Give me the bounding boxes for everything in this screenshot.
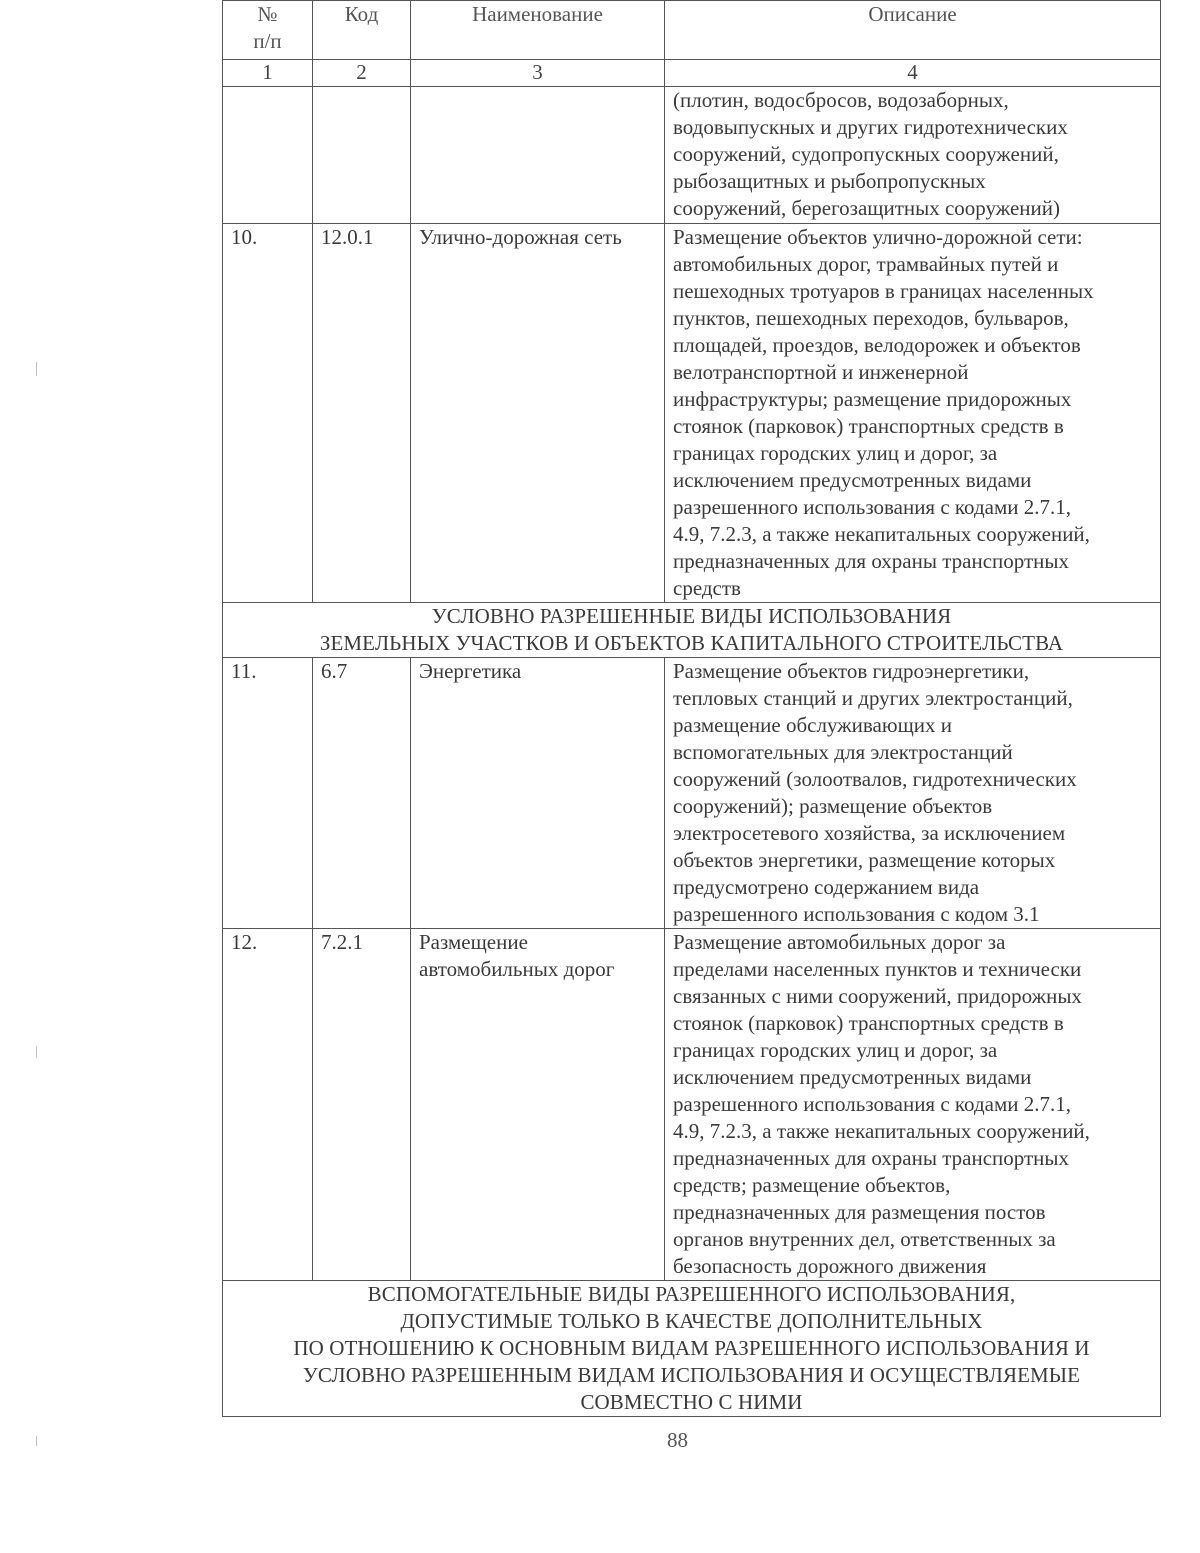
table-row-10 xyxy=(223,224,1161,603)
table-row-continuation xyxy=(223,87,1161,224)
description-line: исключением предусмотренных видами xyxy=(673,1065,1032,1089)
description-line: разрешенного использования с кодами 2.7.1, xyxy=(673,1092,1071,1116)
description-line: пределами населенных пунктов и технически xyxy=(673,957,1082,981)
row-number-cell: 10. xyxy=(223,224,313,603)
row-number-cell: 11. xyxy=(223,658,313,929)
description-line: органов внутренних дел, ответственных за xyxy=(673,1227,1056,1251)
description-line: границах городских улиц и дорог, за xyxy=(673,441,998,465)
section-heading-conditional xyxy=(223,603,1161,658)
header-number-line: п/п xyxy=(253,29,282,53)
scan-speck xyxy=(36,362,37,376)
description-line: автомобильных дорог, трамвайных путей и xyxy=(673,252,1059,276)
description-line: сооружений); размещение объектов xyxy=(673,794,993,818)
column-number: 3 xyxy=(411,60,665,87)
row-name-cell: Энергетика xyxy=(411,658,665,929)
description-line: стоянок (парковок) транспортных средств в xyxy=(673,1011,1064,1035)
table-row-12 xyxy=(223,929,1161,1281)
section-heading-line: ДОПУСТИМЫЕ ТОЛЬКО В КАЧЕСТВЕ ДОПОЛНИТЕЛЬНЫХ xyxy=(400,1309,983,1333)
description-line: размещение обслуживающих и xyxy=(673,713,952,737)
description-line: вспомогательных для электростанций xyxy=(673,740,1013,764)
row-number-cell xyxy=(223,87,313,224)
header-code: Код xyxy=(313,1,411,60)
section-heading-row xyxy=(223,603,1161,658)
name-line: автомобильных дорог xyxy=(419,957,615,981)
page-number: 88 xyxy=(667,1428,688,1452)
scan-speck xyxy=(36,1436,37,1446)
land-use-table xyxy=(222,0,1161,1417)
row-description-cell xyxy=(665,658,1161,929)
row-name-cell xyxy=(411,929,665,1281)
description-line: электросетевого хозяйства, за исключением xyxy=(673,821,1066,845)
description-line: средств xyxy=(673,576,741,600)
description-line: безопасность дорожного движения xyxy=(673,1254,987,1278)
name-line: Размещение xyxy=(419,930,528,954)
description-line: 4.9, 7.2.3, а также некапитальных сооружений, xyxy=(673,1119,1090,1143)
scan-speck xyxy=(36,1046,37,1058)
section-heading-auxiliary xyxy=(223,1281,1161,1417)
description-line: рыбозащитных и рыбопропускных xyxy=(673,169,986,193)
section-heading-line: ВСПОМОГАТЕЛЬНЫЕ ВИДЫ РАЗРЕШЕННОГО ИСПОЛЬЗОВАНИЯ, xyxy=(367,1282,1016,1306)
row-code-cell xyxy=(313,87,411,224)
description-line: разрешенного использования с кодом 3.1 xyxy=(673,902,1040,926)
description-line: сооружений (золоотвалов, гидротехнических xyxy=(673,767,1077,791)
description-line: предназначенных для размещения постов xyxy=(673,1200,1046,1224)
description-line: исключением предусмотренных видами xyxy=(673,468,1032,492)
row-code-cell: 7.2.1 xyxy=(313,929,411,1281)
description-line: инфраструктуры; размещение придорожных xyxy=(673,387,1072,411)
table-header-row xyxy=(223,1,1161,60)
description-line: предусмотрено содержанием вида xyxy=(673,875,980,899)
row-code-cell: 6.7 xyxy=(313,658,411,929)
description-line: 4.9, 7.2.3, а также некапитальных сооружений, xyxy=(673,522,1090,546)
section-heading-row xyxy=(223,1281,1161,1417)
section-heading-line: УСЛОВНО РАЗРЕШЕННЫМ ВИДАМ ИСПОЛЬЗОВАНИЯ И ОСУЩЕСТВЛЯЕМЫЕ xyxy=(302,1363,1081,1387)
row-code-cell: 12.0.1 xyxy=(313,224,411,603)
description-line: Размещение объектов улично-дорожной сети: xyxy=(673,225,1083,249)
description-line: Размещение объектов гидроэнергетики, xyxy=(673,659,1030,683)
description-line: средств; размещение объектов, xyxy=(673,1173,951,1197)
description-line: велотранспортной и инженерной xyxy=(673,360,969,384)
section-heading-line: СОВМЕСТНО С НИМИ xyxy=(580,1390,803,1414)
description-line: связанных с ними сооружений, придорожных xyxy=(673,984,1082,1008)
header-name: Наименование xyxy=(411,1,665,60)
row-description-cell xyxy=(665,224,1161,603)
row-description-cell xyxy=(665,929,1161,1281)
description-line: объектов энергетики, размещение которых xyxy=(673,848,1056,872)
section-heading-line: УСЛОВНО РАЗРЕШЕННЫЕ ВИДЫ ИСПОЛЬЗОВАНИЯ xyxy=(431,604,952,628)
row-description-cell xyxy=(665,87,1161,224)
row-name-cell: Улично-дорожная сеть xyxy=(411,224,665,603)
row-number-cell: 12. xyxy=(223,929,313,1281)
description-line: границах городских улиц и дорог, за xyxy=(673,1038,998,1062)
column-number-row xyxy=(223,60,1161,87)
description-line: площадей, проездов, велодорожек и объектов xyxy=(673,333,1081,357)
header-description: Описание xyxy=(665,1,1161,60)
column-number: 2 xyxy=(313,60,411,87)
description-line: Размещение автомобильных дорог за xyxy=(673,930,1006,954)
section-heading-line: ПО ОТНОШЕНИЮ К ОСНОВНЫМ ВИДАМ РАЗРЕШЕННОГО ИСПОЛЬЗОВАНИЯ И xyxy=(293,1336,1090,1360)
description-line: стоянок (парковок) транспортных средств в xyxy=(673,414,1064,438)
header-number-line: № xyxy=(257,2,278,26)
header-number xyxy=(223,1,313,60)
description-line: сооружений, берегозащитных сооружений) xyxy=(673,196,1061,220)
column-number: 4 xyxy=(665,60,1161,87)
description-line: тепловых станций и других электростанций, xyxy=(673,686,1073,710)
description-line: сооружений, судопропускных сооружений, xyxy=(673,142,1059,166)
description-line: пунктов, пешеходных переходов, бульваров, xyxy=(673,306,1069,330)
table-row-11 xyxy=(223,658,1161,929)
description-line: предназначенных для охраны транспортных xyxy=(673,549,1070,573)
column-number: 1 xyxy=(223,60,313,87)
description-line: водовыпускных и других гидротехнических xyxy=(673,115,1068,139)
section-heading-line: ЗЕМЕЛЬНЫХ УЧАСТКОВ И ОБЪЕКТОВ КАПИТАЛЬНОГО СТРОИТЕЛЬСТВА xyxy=(319,631,1064,655)
description-line: разрешенного использования с кодами 2.7.1, xyxy=(673,495,1071,519)
description-line: пешеходных тротуаров в границах населенных xyxy=(673,279,1094,303)
description-line: (плотин, водосбросов, водозаборных, xyxy=(673,88,1009,112)
description-line: предназначенных для охраны транспортных xyxy=(673,1146,1070,1170)
row-name-cell xyxy=(411,87,665,224)
